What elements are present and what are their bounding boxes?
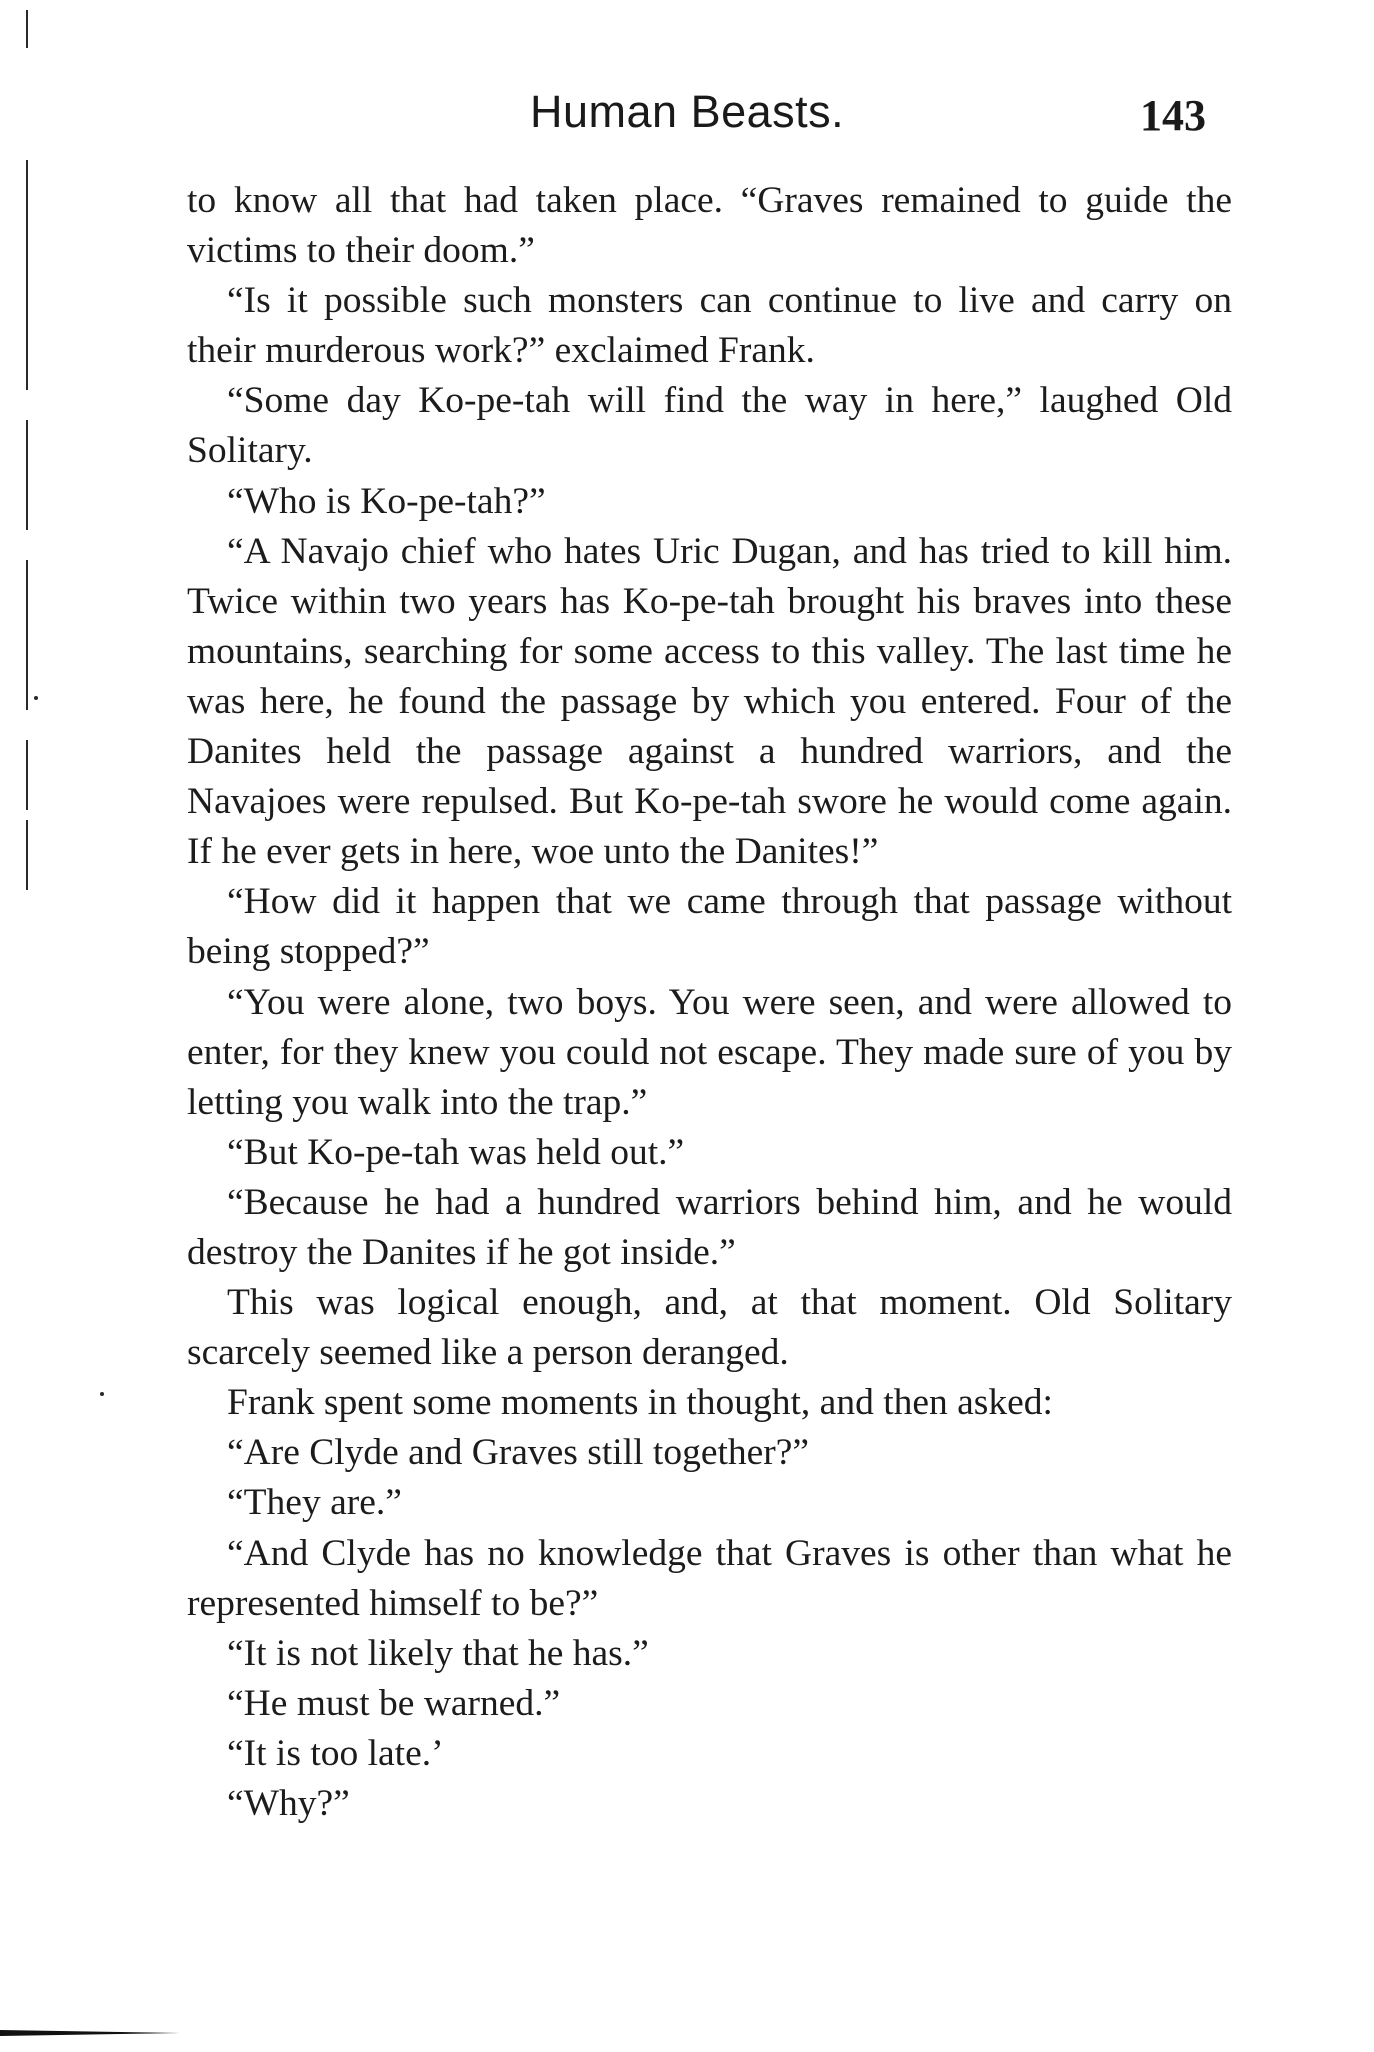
scan-margin-line <box>26 160 28 390</box>
running-title: Human Beasts. <box>530 86 845 137</box>
paragraph: “How did it happen that we came through that passage without being stopped?” <box>187 881 1232 973</box>
scan-margin-line <box>26 740 28 810</box>
paragraph: “A Navajo chief who hates Uric Dugan, and has tried to kill him. Twice within two years has Ko-pe-tah brought his braves into these mountains, searching for some access to this valley. The last time he was here, he found the passage by which you entered. Four of the Danites held the passage against a hundred warriors, and the Navajoes were repulsed. But Ko-pe-tah swore he would come again. If he ever gets in here, woe unto the Danites!” <box>187 530 1232 873</box>
paragraph: This was logical enough, and, at that moment. Old Solitary scarcely seemed like a person deranged. <box>187 1282 1232 1374</box>
paragraph: “Who is Ko-pe-tah?” <box>227 480 546 522</box>
paragraph: “And Clyde has no knowledge that Graves is other than what he represented himself to be?” <box>187 1532 1232 1624</box>
scan-margin-dot <box>100 1392 104 1396</box>
paragraph: “Is it possible such monsters can continue to live and carry on their murderous work?” exclaimed Frank. <box>187 280 1232 372</box>
paragraph: “It is too late.’ <box>227 1732 444 1774</box>
paragraph: “It is not likely that he has.” <box>227 1632 649 1674</box>
page-number: 143 <box>1140 91 1206 140</box>
paragraph: “They are.” <box>227 1482 402 1524</box>
paragraph: “Are Clyde and Graves still together?” <box>227 1432 810 1474</box>
scan-bottom-stroke <box>0 2030 180 2036</box>
scan-margin-line <box>26 420 28 530</box>
paragraph: “You were alone, two boys. You were seen, and were allowed to enter, for they knew you could not escape. They made sure of you by letting you walk into the trap.” <box>187 981 1232 1123</box>
paragraph: “But Ko-pe-tah was held out.” <box>227 1131 685 1173</box>
paragraph: “Why?” <box>227 1783 350 1824</box>
paragraph: to know all that had taken place. “Graves remained to guide the victims to their doom.” <box>187 180 1232 272</box>
scan-margin-dot <box>34 696 38 700</box>
running-header <box>0 86 1374 146</box>
paragraph: “He must be warned.” <box>227 1682 561 1724</box>
scan-margin-line <box>26 10 28 48</box>
body-text <box>187 176 1232 1829</box>
paragraph: “Because he had a hundred warriors behind him, and he would destroy the Danites if he got inside.” <box>187 1181 1232 1273</box>
paragraph: Frank spent some moments in thought, and then asked: <box>227 1382 1053 1424</box>
scan-margin-line <box>26 560 28 710</box>
scan-margin-line <box>26 820 28 890</box>
paragraph: “Some day Ko-pe-tah will find the way in here,” laughed Old Solitary. <box>187 380 1232 472</box>
